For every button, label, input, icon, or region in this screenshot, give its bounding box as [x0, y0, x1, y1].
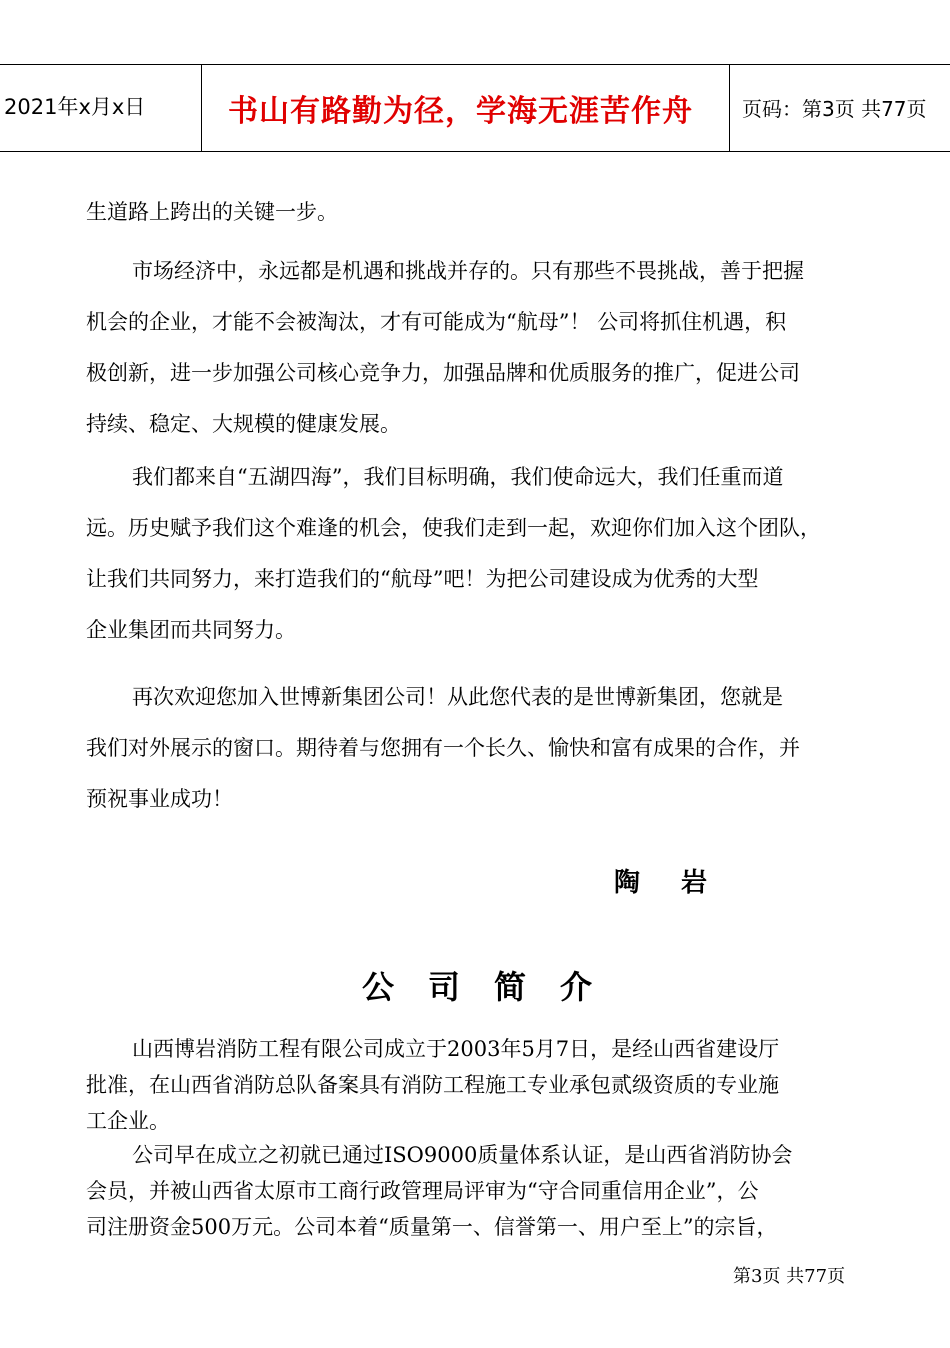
header-divider-1	[201, 64, 202, 152]
text-line: 山西博岩消防工程有限公司成立于2003年5月7日，是经山西省建设厅	[132, 1037, 780, 1061]
paragraph-team	[86, 452, 878, 656]
header-divider-2	[729, 64, 730, 152]
text-line: 企业集团而共同努力。	[86, 618, 296, 642]
paragraph-certification	[86, 1137, 878, 1245]
text-line: 生道路上跨出的关键一步。	[86, 200, 338, 224]
paragraph-market	[86, 246, 878, 450]
text-line: 让我们共同努力，来打造我们的“航母”吧！为把公司建设成为优秀的大型	[86, 567, 759, 591]
text-line: 再次欢迎您加入世博新集团公司！从此您代表的是世博新集团，您就是	[132, 685, 783, 709]
text-line: 我们都来自“五湖四海”，我们目标明确，我们使命远大，我们任重而道	[132, 465, 784, 489]
paragraph-company-intro	[86, 1031, 878, 1139]
text-line: 预祝事业成功！	[86, 787, 233, 811]
text-line: 工企业。	[86, 1109, 170, 1133]
text-line: 司注册资金500万元。公司本着“质量第一、信誉第一、用户至上”的宗旨，	[86, 1215, 778, 1239]
text-line: 远。历史赋予我们这个难逢的机会，使我们走到一起，欢迎你们加入这个团队，	[86, 516, 821, 540]
text-line: 机会的企业，才能不会被淘汰，才有可能成为“航母”！ 公司将抓住机遇，积	[86, 310, 787, 334]
text-line: 极创新，进一步加强公司核心竞争力，加强品牌和优质服务的推广，促进公司	[86, 361, 800, 385]
header-top-rule	[0, 64, 950, 65]
section-title: 公司简介	[362, 968, 627, 1006]
signature: 陶 岩	[614, 868, 724, 898]
header-bottom-rule	[0, 151, 950, 152]
header-date: 2021年x月x日	[4, 95, 146, 119]
text-line: 批准，在山西省消防总队备案具有消防工程施工专业承包贰级资质的专业施	[86, 1073, 779, 1097]
footer-page-info: 第3页 共77页	[733, 1266, 846, 1287]
paragraph-welcome	[86, 672, 878, 825]
text-line: 我们对外展示的窗口。期待着与您拥有一个长久、愉快和富有成果的合作，并	[86, 736, 800, 760]
text-line: 会员，并被山西省太原市工商行政管理局评审为“守合同重信用企业”，公	[86, 1179, 759, 1203]
header-motto: 书山有路勤为径，学海无涯苦作舟	[228, 94, 693, 129]
text-line: 公司早在成立之初就已通过ISO9000质量体系认证，是山西省消防协会	[132, 1143, 793, 1167]
text-line: 市场经济中，永远都是机遇和挑战并存的。只有那些不畏挑战，善于把握	[132, 259, 804, 283]
paragraph-continued	[86, 187, 878, 238]
page-header	[0, 64, 950, 152]
text-line: 持续、稳定、大规模的健康发展。	[86, 412, 401, 436]
header-page-info: 页码：第3页 共77页	[742, 97, 927, 121]
